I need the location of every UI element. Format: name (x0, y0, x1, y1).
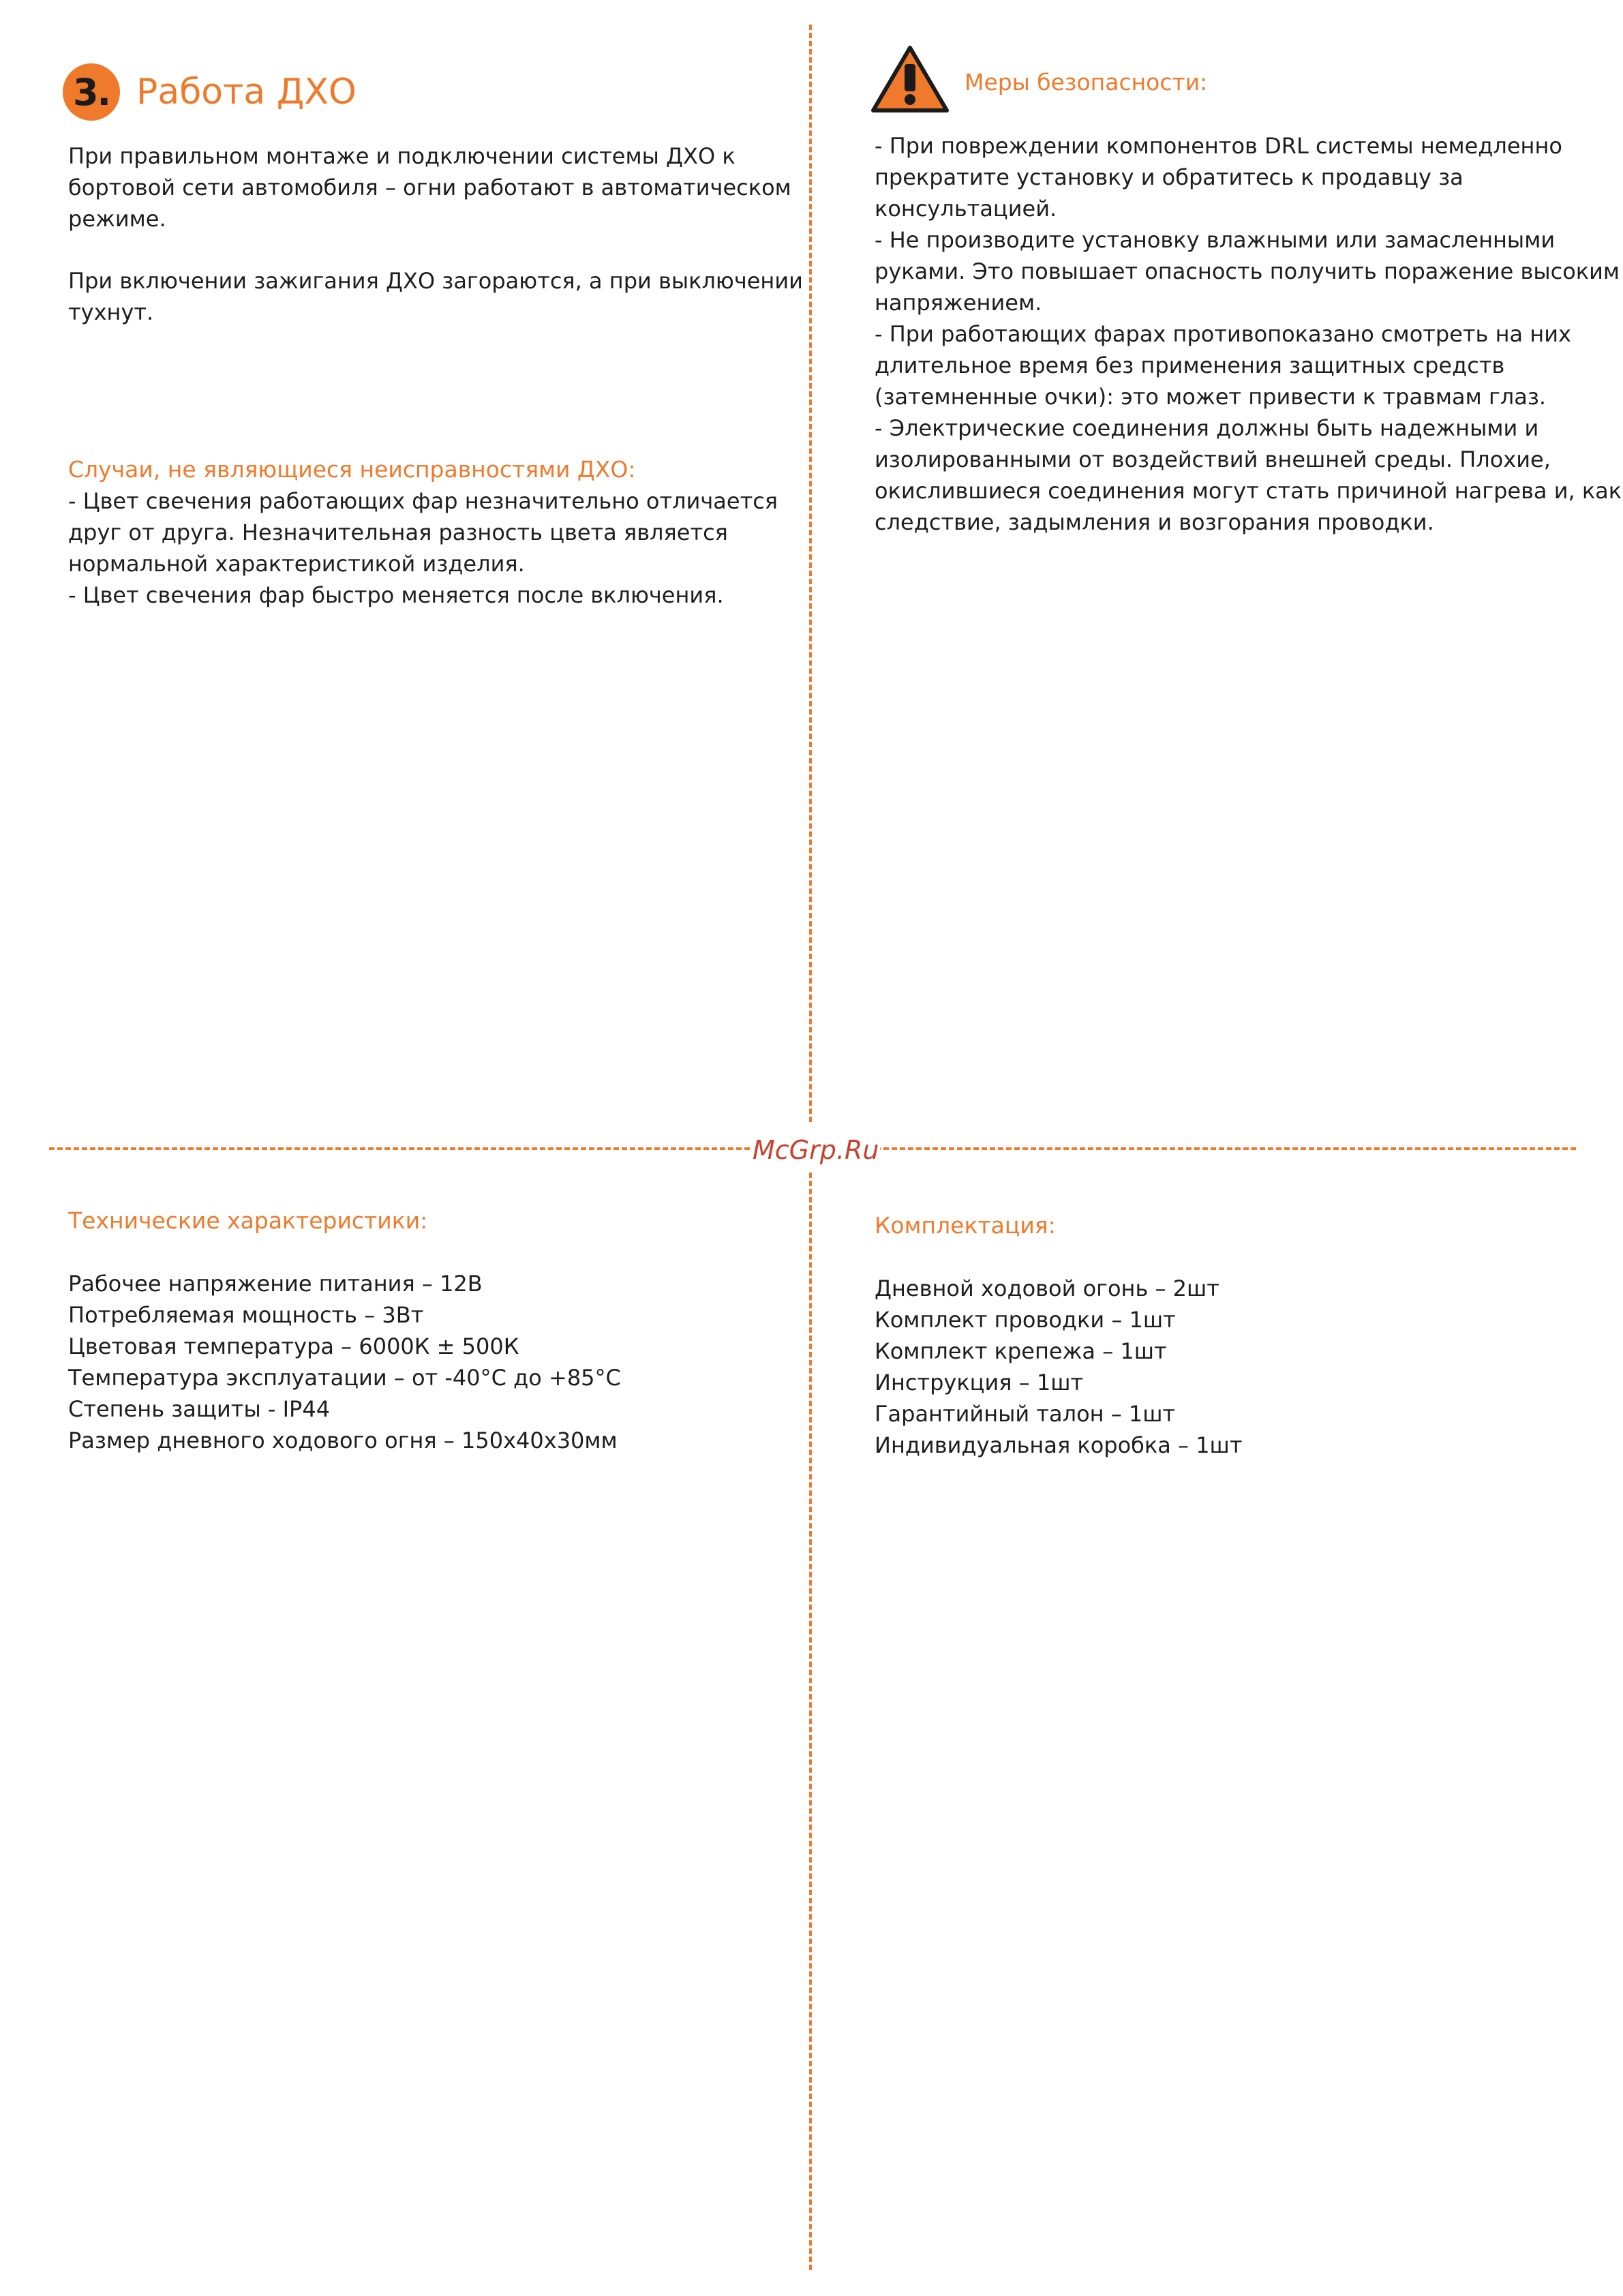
section-title: Работа ДХО (136, 72, 357, 112)
warning-triangle-icon (870, 44, 950, 115)
not-faults-heading: Случаи, не являющиеся неисправностями ДХО: (68, 456, 636, 483)
safety-heading: Меры безопасности: (965, 69, 1208, 95)
specs-list: Рабочее напряжение питания – 12В Потребляемая мощность – 3Вт Цветовая температура – 6000К ± 500К Температура эксплуатации – от -40°С до +85°С Степень защиты - IP44 Размер дневного ходового огня – 150х40х30мм (68, 1271, 621, 1453)
watermark: McGrp.Ru (753, 1135, 879, 1165)
section-number-badge: 3. (63, 63, 120, 121)
vertical-fold-line-bottom (809, 1173, 812, 2270)
specs-heading: Технические характеристики: (68, 1207, 428, 1234)
package-list: Дневной ходовой огонь – 2шт Комплект проводки – 1шт Комплект крепежа – 1шт Инструкция – 1шт Гарантийный талон – 1шт Индивидуальная коробка – 1шт (875, 1275, 1243, 1458)
safety-list: - При повреждении компонентов DRL системы немедленно прекратите установку и обратитесь к продавцу за консультацией. - Не производите установку влажными или замасленными руками. Это повышает опасность получить поражение высоким напряжением. - При работающих фарах противопоказано смотреть на них длительное время без применения защитных средств (затемненные очки): это может привести к травмам глаз. - Электрические соединения должны быть надежными и изолированными от воздействий внешней среды. Плохие, окислившиеся соединения могут стать причиной нагрева и, как следствие, задымления и возгорания проводки. (875, 133, 1622, 535)
intro-paragraph-2: При включении зажигания ДХО загораются, а при выключении тухнут. (68, 268, 803, 325)
vertical-fold-line-top (809, 25, 812, 1122)
intro-paragraph-1: При правильном монтаже и подключении системы ДХО к бортовой сети автомобиля – огни работают в автоматическом режиме. (68, 143, 791, 232)
not-faults-list: - Цвет свечения работающих фар незначительно отличается друг от друга. Незначительная разность цвета является нормальной характеристикой изделия. - Цвет свечения фар быстро меняется после включения. (68, 488, 778, 608)
package-heading: Комплектация: (875, 1212, 1056, 1239)
